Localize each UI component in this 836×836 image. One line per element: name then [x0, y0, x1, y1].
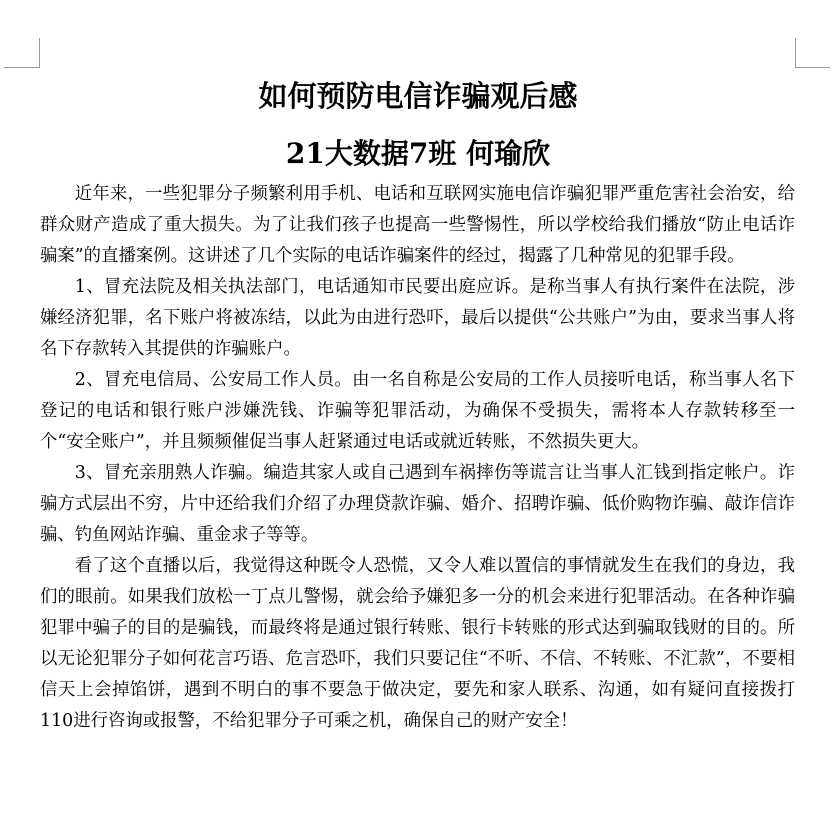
paragraph-intro: 近年来，一些犯罪分子频繁利用手机、电话和互联网实施电信诈骗犯罪严重危害社会治安，给群众财产造成了重大损失。为了让我们孩子也提高一些警惕性，所以学校给我们播放“防止电话诈骗案”的直播案例。这讲述了几个实际的电话诈骗案件的经过，揭露了几种常见的犯罪手段。 — [40, 184, 795, 266]
crop-mark-top-left-vertical — [39, 38, 40, 68]
crop-mark-top-right-horizontal — [795, 67, 830, 68]
paragraph-item-2: 2、冒充电信局、公安局工作人员。由一名自称是公安局的工作人员接听电话，称当事人名下登记的电话和银行账户涉嫌洗钱、诈骗等犯罪活动，为确保不受损失，需将本人存款转移至一个“安全账户”，并且频频催促当事人赶紧通过电话或就近转账，不然损失更大。 — [40, 370, 795, 452]
document-title: 如何预防电信诈骗观后感 — [258, 79, 578, 113]
paragraph-item-1: 1、冒充法院及相关执法部门，电话通知市民要出庭应诉。是称当事人有执行案件在法院，涉嫌经济犯罪，名下账户将被冻结，以此为由进行恐吓，最后以提供“公共账户”为由，要求当事人将名下存款转入其提供的诈骗账户。 — [40, 277, 795, 359]
paragraph-item-3: 3、冒充亲朋熟人诈骗。编造其家人或自己遇到车祸摔伤等谎言让当事人汇钱到指定帐户。诈骗方式层出不穷，片中还给我们介绍了办理贷款诈骗、婚介、招聘诈骗、低价购物诈骗、敲诈信诈骗、钓鱼网站诈骗、重金求子等等。 — [40, 463, 795, 545]
document-body — [40, 179, 795, 737]
crop-mark-top-left-horizontal — [4, 67, 39, 68]
document-subtitle: 21大数据7班 何瑜欣 — [285, 137, 551, 170]
crop-mark-top-right-vertical — [795, 38, 796, 68]
paragraph-conclusion: 看了这个直播以后，我觉得这种既令人恐慌，又令人难以置信的事情就发生在我们的身边，我们的眼前。如果我们放松一丁点儿警惕，就会给予嫌犯多一分的机会来进行犯罪活动。在各种诈骗犯罪中骗子的目的是骗钱，而最终将是通过银行转账、银行卡转账的形式达到骗取钱财的目的。所以无论犯罪分子如何花言巧语、危言恐吓，我们只要记住“不听、不信、不转账、不汇款”，不要相信天上会掉馅饼，遇到不明白的事不要急于做决定，要先和家人联系、沟通，如有疑问直接拨打110进行咨询或报警，不给犯罪分子可乘之机，确保自己的财产安全！ — [40, 556, 795, 731]
